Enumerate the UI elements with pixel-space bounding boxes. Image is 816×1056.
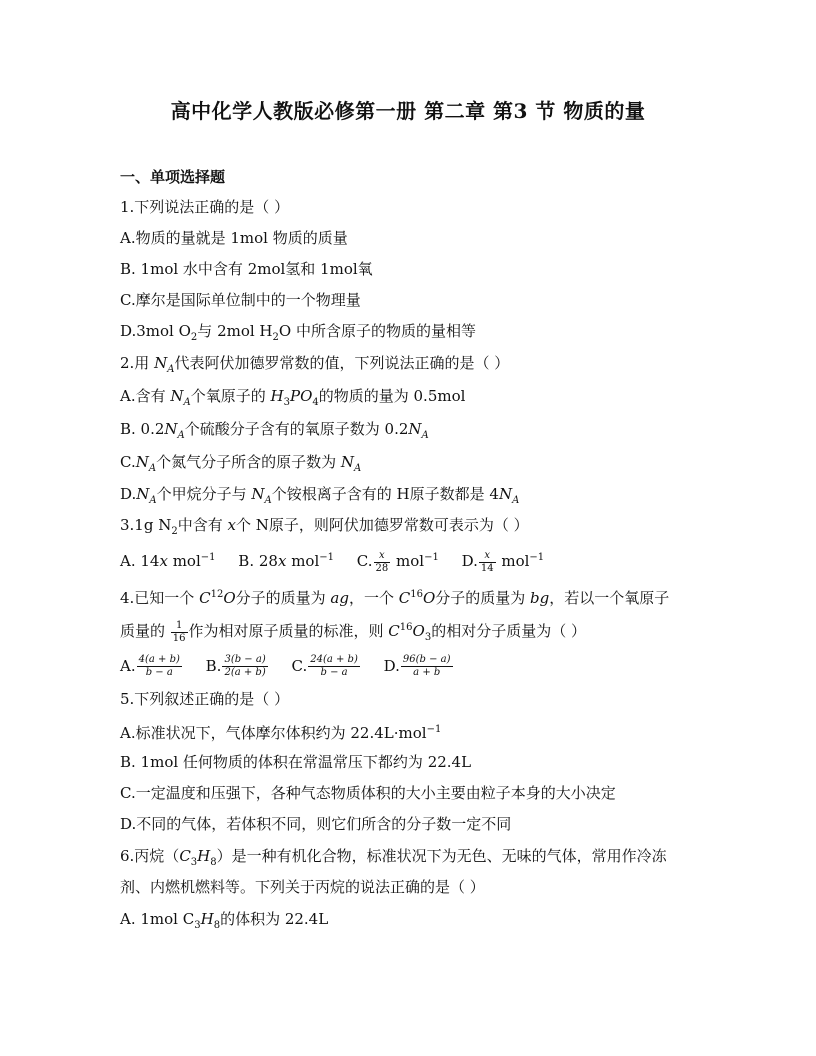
q2-option-b: B. $0.2N_A$个硫酸分子含有的氧原子数为 $0.2N_A$ [120,420,429,441]
q4-option-c: C. $\frac{24(a + b)}{b - a}$ [291,654,358,678]
section-heading: 一、单项选择题 [120,168,226,186]
q3-option-a: A. 14x mol$^{-1}$ [120,552,216,570]
q1-stem: 1.下列说法正确的是（ ） [120,198,290,216]
q5-stem: 5.下列叙述正确的是（ ） [120,690,290,708]
q3-option-c: C. $\frac{x}{28}$ mol$^{-1}$ [356,549,439,574]
q1-option-c: C.摩尔是国际单位制中的一个物理量 [120,291,361,309]
q4-stem-line-1: 4.已知一个 $C^{12}O$分子的质量为 ag，一个 $C^{16}O$分子的质量为 bg，若以一个氧原子 [120,589,670,607]
q3-option-d: D. $\frac{x}{14}$ mol$^{-1}$ [461,549,545,574]
q2-option-c: $C.N_A$个氮气分子所含的原子数为 $N_A$ [120,453,362,474]
q5-option-d: D.不同的气体，若体积不同，则它们所含的分子数一定不同 [120,815,512,833]
q4-option-b: B. $\frac{3(b - a)}{2(a + b)}$ [205,654,266,678]
q2-option-a: A.含有 $N_A$个氧原子的 $H_3PO_4$的物质的量为 0.5mol [120,387,466,408]
page-title: 高中化学人教版必修第一册 第二章 第3 节 物质的量 [170,99,646,123]
q5-option-a: A.标准状况下，气体摩尔体积约为 22.4L·mol$^{-1}$ [120,724,442,742]
q4-options [120,654,472,679]
q2-stem: 2.用 $N_A$代表阿伏加德罗常数的值，下列说法正确的是（ ） [120,354,510,375]
q4-stem-line-2: 质量的 $\frac{1}{16}$ 作为相对原子质量的标准，则 $C^{16}O_3$的相对分子质量为（ ） [120,619,586,644]
q2-option-d: $D.N_A$个甲烷分子与 $N_A$个铵根离子含有的 H原子数都是 $4N_A$ [120,485,520,506]
q4-option-d: D. $\frac{96(b - a)}{a + b}$ [383,654,451,678]
q5-option-b: B. 1mol 任何物质的体积在常温常压下都约为 22.4L [120,753,472,771]
q1-option-b: B. 1mol 水中含有 2mol氢和 1mol氧 [120,260,373,278]
q6-option-a: A. 1mol $C_3H_8$的体积为 22.4L [120,910,329,931]
q1-option-a: A.物质的量就是 1mol 物质的质量 [120,229,348,247]
q4-option-a: A. $\frac{4(a + b)}{b - a}$ [120,654,180,678]
q1-option-d: D.3mol $O_2$与 2mol $H_2O$ 中所含原子的物质的量相等 [120,322,476,343]
q6-stem-line-2: 剂、内燃机燃料等。下列关于丙烷的说法正确的是（ ） [120,878,485,896]
q3-options [120,547,562,575]
q3-option-b: B. 28x mol$^{-1}$ [238,552,334,570]
q3-stem: 3.1g $N_2$中含有 x个 N原子，则阿伏加德罗常数可表示为（ ） [120,516,529,537]
q6-stem-line-1: 6.丙烷$(C_3H_8)$是一种有机化合物，标准状况下为无色、无味的气体，常用作冷冻 [120,847,667,868]
q5-option-c: C.一定温度和压强下，各种气态物质体积的大小主要由粒子本身的大小决定 [120,784,616,802]
